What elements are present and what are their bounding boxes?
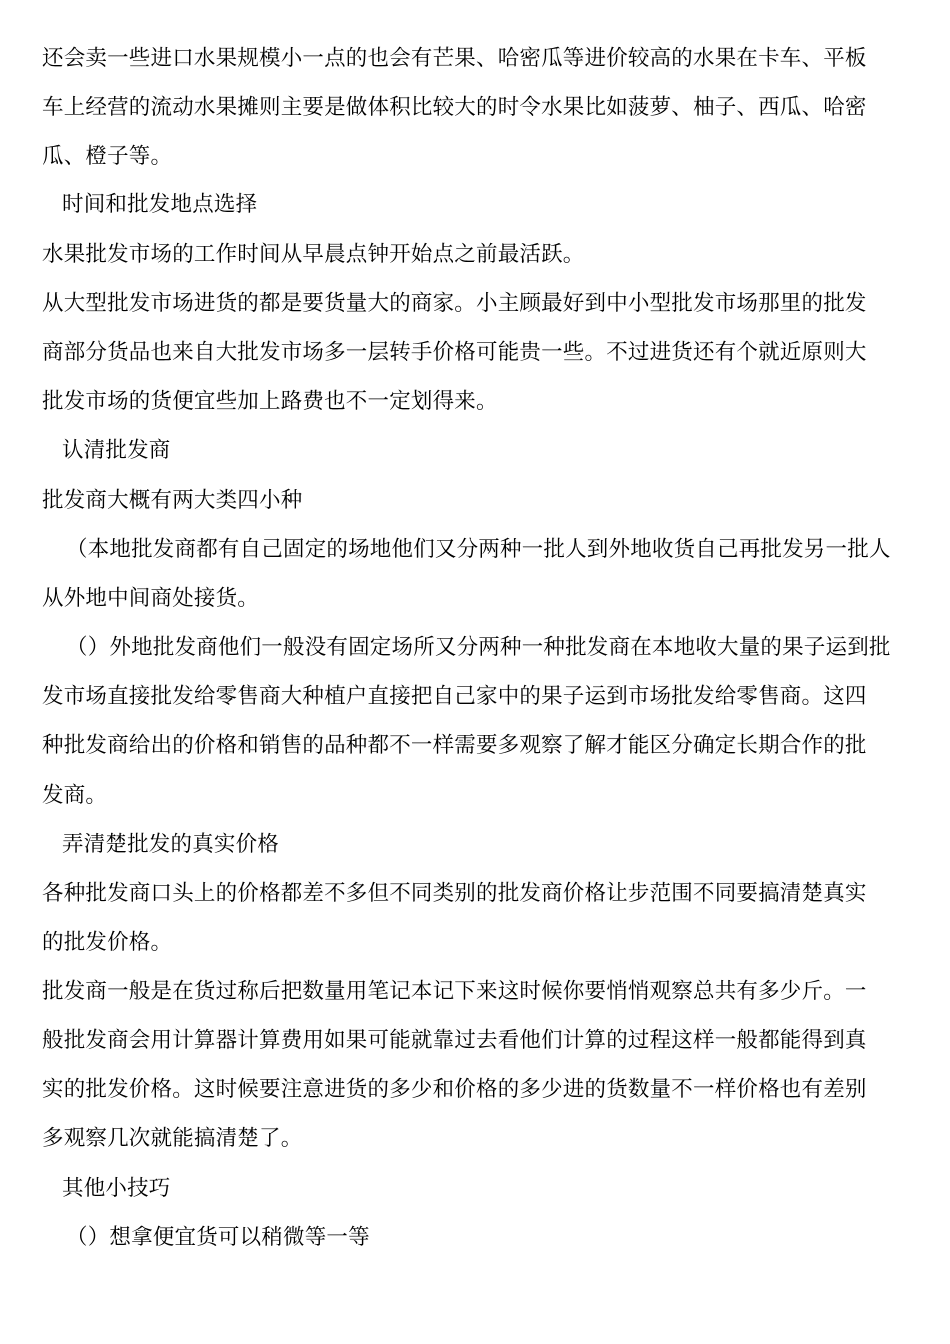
paragraph-line: 的批发价格。: [42, 930, 173, 955]
paragraph-line: 还会卖一些进口水果规模小一点的也会有芒果、哈密瓜等进价较高的水果在卡车、平板: [42, 46, 867, 71]
paragraph-line: （本地批发商都有自己固定的场地他们又分两种一批人到外地收货自己再批发另一批人: [66, 537, 891, 562]
paragraph-line: 批发商大概有两大类四小种: [42, 488, 303, 513]
paragraph-line: （）想拿便宜货可以稍微等一等: [66, 1225, 370, 1250]
paragraph-line: 商部分货品也来自大批发市场多一层转手价格可能贵一些。不过进货还有个就近原则大: [42, 340, 867, 365]
paragraph-line: 各种批发商口头上的价格都差不多但不同类别的批发商价格让步范围不同要搞清楚真实: [42, 881, 867, 906]
section-heading: 时间和批发地点选择: [62, 192, 258, 217]
paragraph-line: 般批发商会用计算器计算费用如果可能就靠过去看他们计算的过程这样一般都能得到真: [42, 1028, 867, 1053]
paragraph-line: 从大型批发市场进货的都是要货量大的商家。小主顾最好到中小型批发市场那里的批发: [42, 291, 867, 316]
paragraph-line: 批发商一般是在货过称后把数量用笔记本记下来这时候你要悄悄观察总共有多少斤。一: [42, 979, 867, 1004]
section-heading: 弄清楚批发的真实价格: [62, 832, 280, 857]
section-heading: 其他小技巧: [62, 1176, 171, 1201]
paragraph-line: 实的批发价格。这时候要注意进货的多少和价格的多少进的货数量不一样价格也有差别: [42, 1077, 867, 1102]
paragraph-line: 批发市场的货便宜些加上路费也不一定划得来。: [42, 389, 498, 414]
paragraph-line: 发商。: [42, 783, 108, 808]
paragraph-line: 种批发商给出的价格和销售的品种都不一样需要多观察了解才能区分确定长期合作的批: [42, 733, 867, 758]
paragraph-line: 从外地中间商处接货。: [42, 586, 260, 611]
paragraph-line: 水果批发市场的工作时间从早晨点钟开始点之前最活跃。: [42, 242, 585, 267]
paragraph-line: （）外地批发商他们一般没有固定场所又分两种一种批发商在本地收大量的果子运到批: [66, 635, 891, 660]
paragraph-line: 瓜、橙子等。: [42, 144, 173, 169]
section-heading: 认清批发商: [62, 438, 171, 463]
paragraph-line: 车上经营的流动水果摊则主要是做体积比较大的时令水果比如菠萝、柚子、西瓜、哈密: [42, 95, 867, 120]
paragraph-line: 多观察几次就能搞清楚了。: [42, 1126, 303, 1151]
paragraph-line: 发市场直接批发给零售商大种植户直接把自己家中的果子运到市场批发给零售商。这四: [42, 684, 867, 709]
